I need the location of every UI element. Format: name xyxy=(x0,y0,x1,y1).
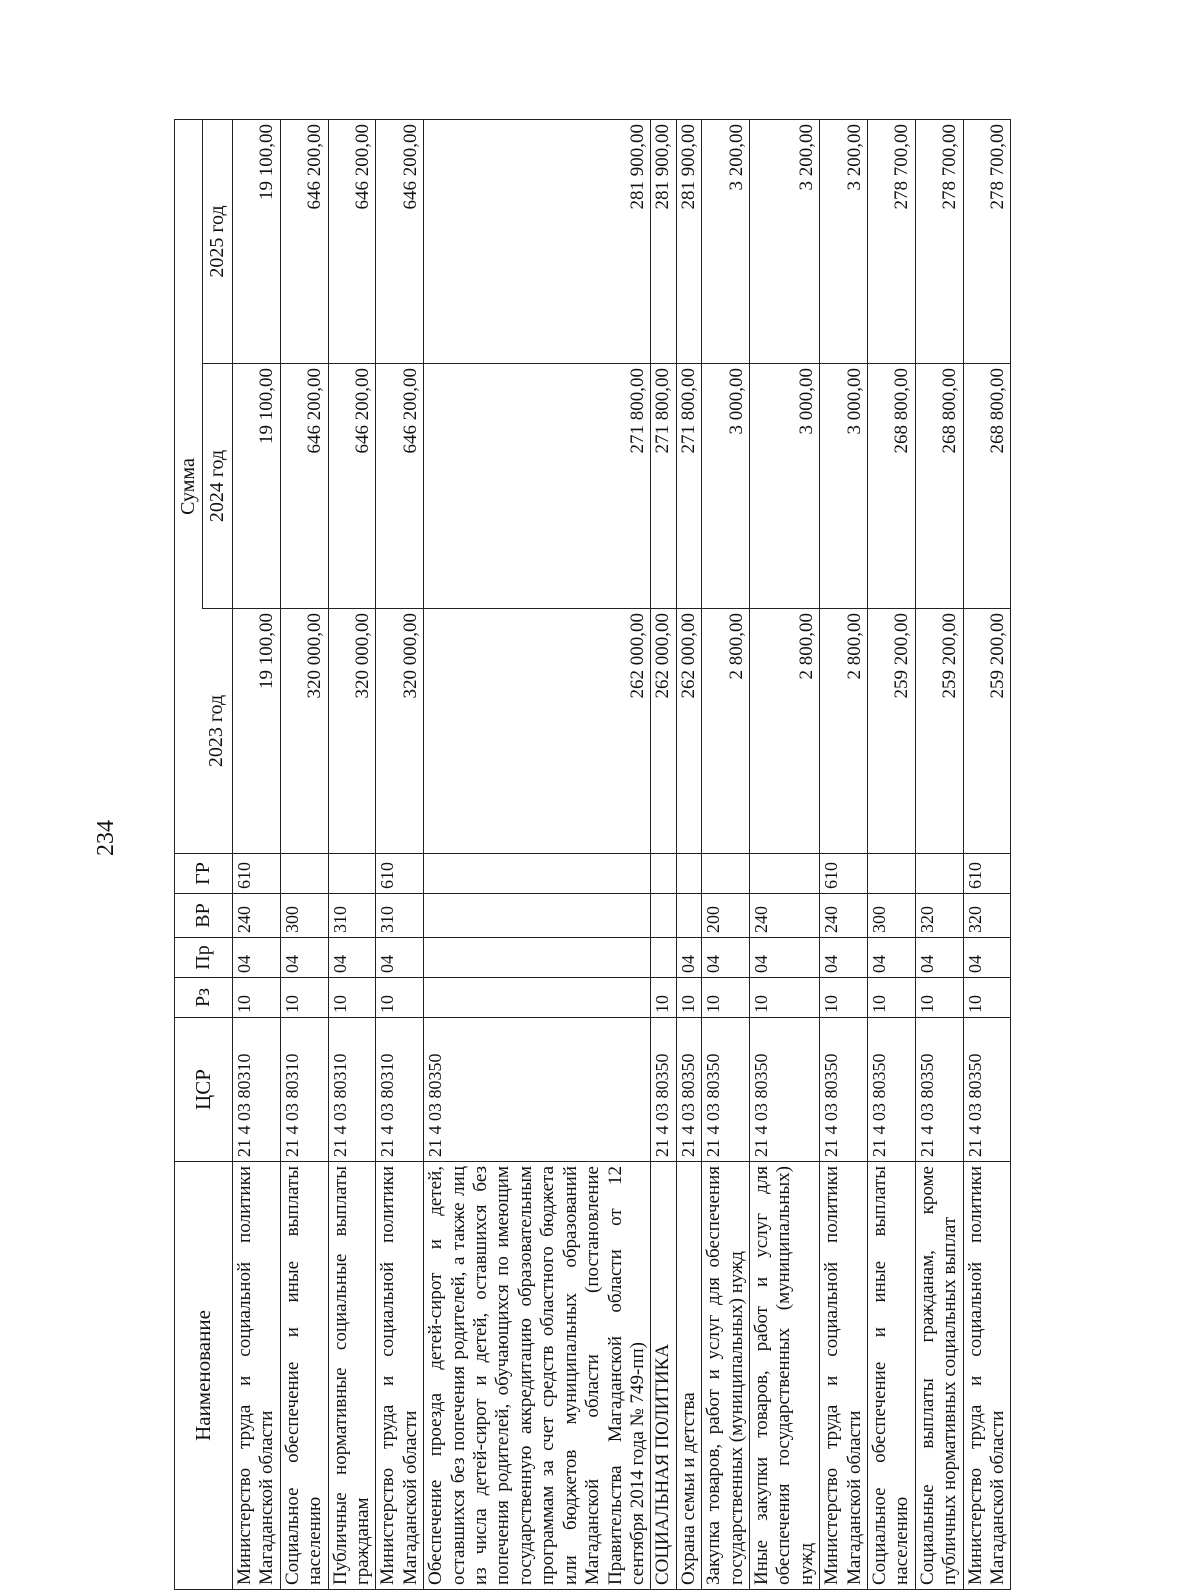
table-header xyxy=(175,119,233,1589)
table-cell-pr: 04 xyxy=(867,938,915,978)
table-cell-vr: 200 xyxy=(702,894,750,938)
table-cell-gr xyxy=(676,854,701,894)
header-sum: Сумма xyxy=(175,119,203,853)
table-row xyxy=(280,119,328,1589)
header-name: Наименование xyxy=(175,1162,233,1590)
table-cell-2024: 646 200,00 xyxy=(328,364,376,609)
table-cell-gr: 610 xyxy=(963,854,1011,894)
table-cell-2025: 19 100,00 xyxy=(233,119,281,363)
table-cell-vr: 320 xyxy=(915,894,963,938)
table-cell-vr xyxy=(651,894,676,938)
table-cell-vr: 240 xyxy=(749,894,819,938)
table-cell-2025: 278 700,00 xyxy=(867,119,915,363)
table-cell-csr: 21 4 03 80310 xyxy=(376,1018,424,1162)
table-cell-vr: 240 xyxy=(233,894,281,938)
table-cell-name: Министерство труда и социальной политики Магаданской области xyxy=(233,1162,281,1590)
table-cell-2025: 646 200,00 xyxy=(328,119,376,363)
table-cell-name: Охрана семьи и детства xyxy=(676,1162,701,1590)
table-cell-csr: 21 4 03 80350 xyxy=(915,1018,963,1162)
table-cell-csr: 21 4 03 80310 xyxy=(233,1018,281,1162)
table-cell-name: Публичные нормативные социальные выплаты гражданам xyxy=(328,1162,376,1590)
table-cell-csr: 21 4 03 80350 xyxy=(963,1018,1011,1162)
table-cell-name: Социальное обеспечение и иные выплаты населению xyxy=(280,1162,328,1590)
table-row xyxy=(676,119,701,1589)
table-cell-name: Иные закупки товаров, работ и услуг для обеспечения государственных (муниципальных) нужд xyxy=(749,1162,819,1590)
table-cell-rz: 10 xyxy=(867,978,915,1018)
header-2025: 2025 год xyxy=(203,119,233,363)
page-number: 234 xyxy=(93,820,119,856)
table-cell-pr xyxy=(424,938,651,978)
table-row xyxy=(233,119,281,1589)
table-cell-gr xyxy=(702,854,750,894)
header-2023: 2023 год xyxy=(203,609,233,854)
table-cell-2024: 271 800,00 xyxy=(676,364,701,609)
table-cell-gr xyxy=(749,854,819,894)
table-cell-2023: 320 000,00 xyxy=(280,609,328,854)
table-cell-2023: 2 800,00 xyxy=(749,609,819,854)
table-cell-pr: 04 xyxy=(233,938,281,978)
table-cell-2024: 646 200,00 xyxy=(280,364,328,609)
table-cell-2024: 3 000,00 xyxy=(749,364,819,609)
table-cell-2024: 3 000,00 xyxy=(820,364,868,609)
table-cell-rz: 10 xyxy=(915,978,963,1018)
header-csr: ЦСР xyxy=(175,1018,233,1162)
table-cell-2023: 320 000,00 xyxy=(376,609,424,854)
table-cell-2025: 281 900,00 xyxy=(676,119,701,363)
table-cell-rz: 10 xyxy=(676,978,701,1018)
table-cell-2023: 320 000,00 xyxy=(328,609,376,854)
table-cell-2024: 271 800,00 xyxy=(424,364,651,609)
table-cell-2023: 259 200,00 xyxy=(963,609,1011,854)
table-cell-vr: 310 xyxy=(328,894,376,938)
table-cell-2023: 2 800,00 xyxy=(702,609,750,854)
table-row xyxy=(328,119,376,1589)
table-cell-vr xyxy=(676,894,701,938)
table-cell-gr: 610 xyxy=(376,854,424,894)
table-cell-vr: 310 xyxy=(376,894,424,938)
table-cell-vr: 320 xyxy=(963,894,1011,938)
table-cell-csr: 21 4 03 80350 xyxy=(676,1018,701,1162)
table-cell-2023: 262 000,00 xyxy=(651,609,676,854)
table-cell-2025: 3 200,00 xyxy=(702,119,750,363)
table-cell-2025: 281 900,00 xyxy=(651,119,676,363)
table-cell-2023: 2 800,00 xyxy=(820,609,868,854)
table-cell-2025: 281 900,00 xyxy=(424,119,651,363)
table-cell-vr: 240 xyxy=(820,894,868,938)
table-cell-rz: 10 xyxy=(702,978,750,1018)
table-cell-gr: 610 xyxy=(233,854,281,894)
table-cell-pr: 04 xyxy=(702,938,750,978)
table-cell-name: Министерство труда и социальной политики Магаданской области xyxy=(376,1162,424,1590)
header-vr: ВР xyxy=(175,894,233,938)
table-cell-name: Министерство труда и социальной политики Магаданской области xyxy=(963,1162,1011,1590)
header-2024: 2024 год xyxy=(203,364,233,609)
table-cell-csr: 21 4 03 80350 xyxy=(702,1018,750,1162)
table-cell-gr xyxy=(280,854,328,894)
table-cell-pr: 04 xyxy=(749,938,819,978)
table-row xyxy=(749,119,819,1589)
table-cell-pr: 04 xyxy=(280,938,328,978)
table-cell-2025: 646 200,00 xyxy=(376,119,424,363)
table-cell-csr: 21 4 03 80350 xyxy=(424,1018,651,1162)
table-cell-2024: 271 800,00 xyxy=(651,364,676,609)
table-cell-2023: 262 000,00 xyxy=(676,609,701,854)
table-cell-rz: 10 xyxy=(963,978,1011,1018)
table-cell-name: Социальные выплаты гражданам, кроме публичных нормативных социальных выплат xyxy=(915,1162,963,1590)
table-cell-rz: 10 xyxy=(651,978,676,1018)
table-body xyxy=(233,119,1011,1589)
table-cell-gr xyxy=(867,854,915,894)
table-cell-name: Министерство труда и социальной политики Магаданской области xyxy=(820,1162,868,1590)
table-cell-csr: 21 4 03 80350 xyxy=(867,1018,915,1162)
table-cell-rz: 10 xyxy=(376,978,424,1018)
table-cell-rz xyxy=(424,978,651,1018)
table-cell-2024: 19 100,00 xyxy=(233,364,281,609)
table-cell-gr: 610 xyxy=(820,854,868,894)
table-cell-2024: 268 800,00 xyxy=(915,364,963,609)
budget-table xyxy=(174,119,1011,1590)
table-cell-pr xyxy=(651,938,676,978)
table-cell-name: Социальное обеспечение и иные выплаты населению xyxy=(867,1162,915,1590)
table-cell-gr xyxy=(328,854,376,894)
table-cell-pr: 04 xyxy=(328,938,376,978)
table-cell-2023: 259 200,00 xyxy=(915,609,963,854)
table-cell-csr: 21 4 03 80310 xyxy=(328,1018,376,1162)
table-cell-2025: 278 700,00 xyxy=(963,119,1011,363)
header-rz: Рз xyxy=(175,978,233,1018)
table-row xyxy=(424,119,651,1589)
table-cell-2023: 259 200,00 xyxy=(867,609,915,854)
table-row xyxy=(867,119,915,1589)
table-cell-2024: 646 200,00 xyxy=(376,364,424,609)
table-row xyxy=(702,119,750,1589)
header-gr: ГР xyxy=(175,854,233,894)
table-cell-pr: 04 xyxy=(676,938,701,978)
header-pr: Пр xyxy=(175,938,233,978)
table-row xyxy=(963,119,1011,1589)
table-cell-pr: 04 xyxy=(915,938,963,978)
table-cell-vr: 300 xyxy=(867,894,915,938)
table-cell-rz: 10 xyxy=(280,978,328,1018)
table-cell-rz: 10 xyxy=(233,978,281,1018)
table-cell-csr: 21 4 03 80350 xyxy=(749,1018,819,1162)
table-row xyxy=(651,119,676,1589)
table-cell-pr: 04 xyxy=(376,938,424,978)
table-cell-2025: 3 200,00 xyxy=(820,119,868,363)
table-cell-2025: 278 700,00 xyxy=(915,119,963,363)
table-cell-vr: 300 xyxy=(280,894,328,938)
table-cell-2023: 19 100,00 xyxy=(233,609,281,854)
table-cell-2023: 262 000,00 xyxy=(424,609,651,854)
table-cell-gr xyxy=(424,854,651,894)
table-cell-csr: 21 4 03 80350 xyxy=(820,1018,868,1162)
table-cell-name: СОЦИАЛЬНАЯ ПОЛИТИКА xyxy=(651,1162,676,1590)
table-cell-csr: 21 4 03 80350 xyxy=(651,1018,676,1162)
table-row xyxy=(915,119,963,1589)
table-cell-2024: 3 000,00 xyxy=(702,364,750,609)
table-cell-2024: 268 800,00 xyxy=(867,364,915,609)
table-cell-name: Обеспечение проезда детей-сирот и детей, оставшихся без попечения родителей, а также лиц из числа детей-сирот и детей, оставшихся без попечения родителей, обучающихся по имеющим государственную аккредитацию образовательным программам за счет средств областного бюджета или бюджетов муниципальных образований Магаданской области (постановление Правительства Магаданской области от 12 сентября 2014 года № 749-пп) xyxy=(424,1162,651,1590)
table-cell-pr: 04 xyxy=(963,938,1011,978)
table-cell-2024: 268 800,00 xyxy=(963,364,1011,609)
table-cell-rz: 10 xyxy=(749,978,819,1018)
table-row xyxy=(820,119,868,1589)
table-cell-vr xyxy=(424,894,651,938)
table-cell-gr xyxy=(651,854,676,894)
table-cell-name: Закупка товаров, работ и услуг для обеспечения государственных (муниципальных) нужд xyxy=(702,1162,750,1590)
table-cell-rz: 10 xyxy=(820,978,868,1018)
table-cell-pr: 04 xyxy=(820,938,868,978)
table-cell-csr: 21 4 03 80310 xyxy=(280,1018,328,1162)
table-cell-gr xyxy=(915,854,963,894)
table-cell-rz: 10 xyxy=(328,978,376,1018)
table-cell-2025: 646 200,00 xyxy=(280,119,328,363)
rotated-page-content xyxy=(174,120,1024,1590)
table-row xyxy=(376,119,424,1589)
table-cell-2025: 3 200,00 xyxy=(749,119,819,363)
